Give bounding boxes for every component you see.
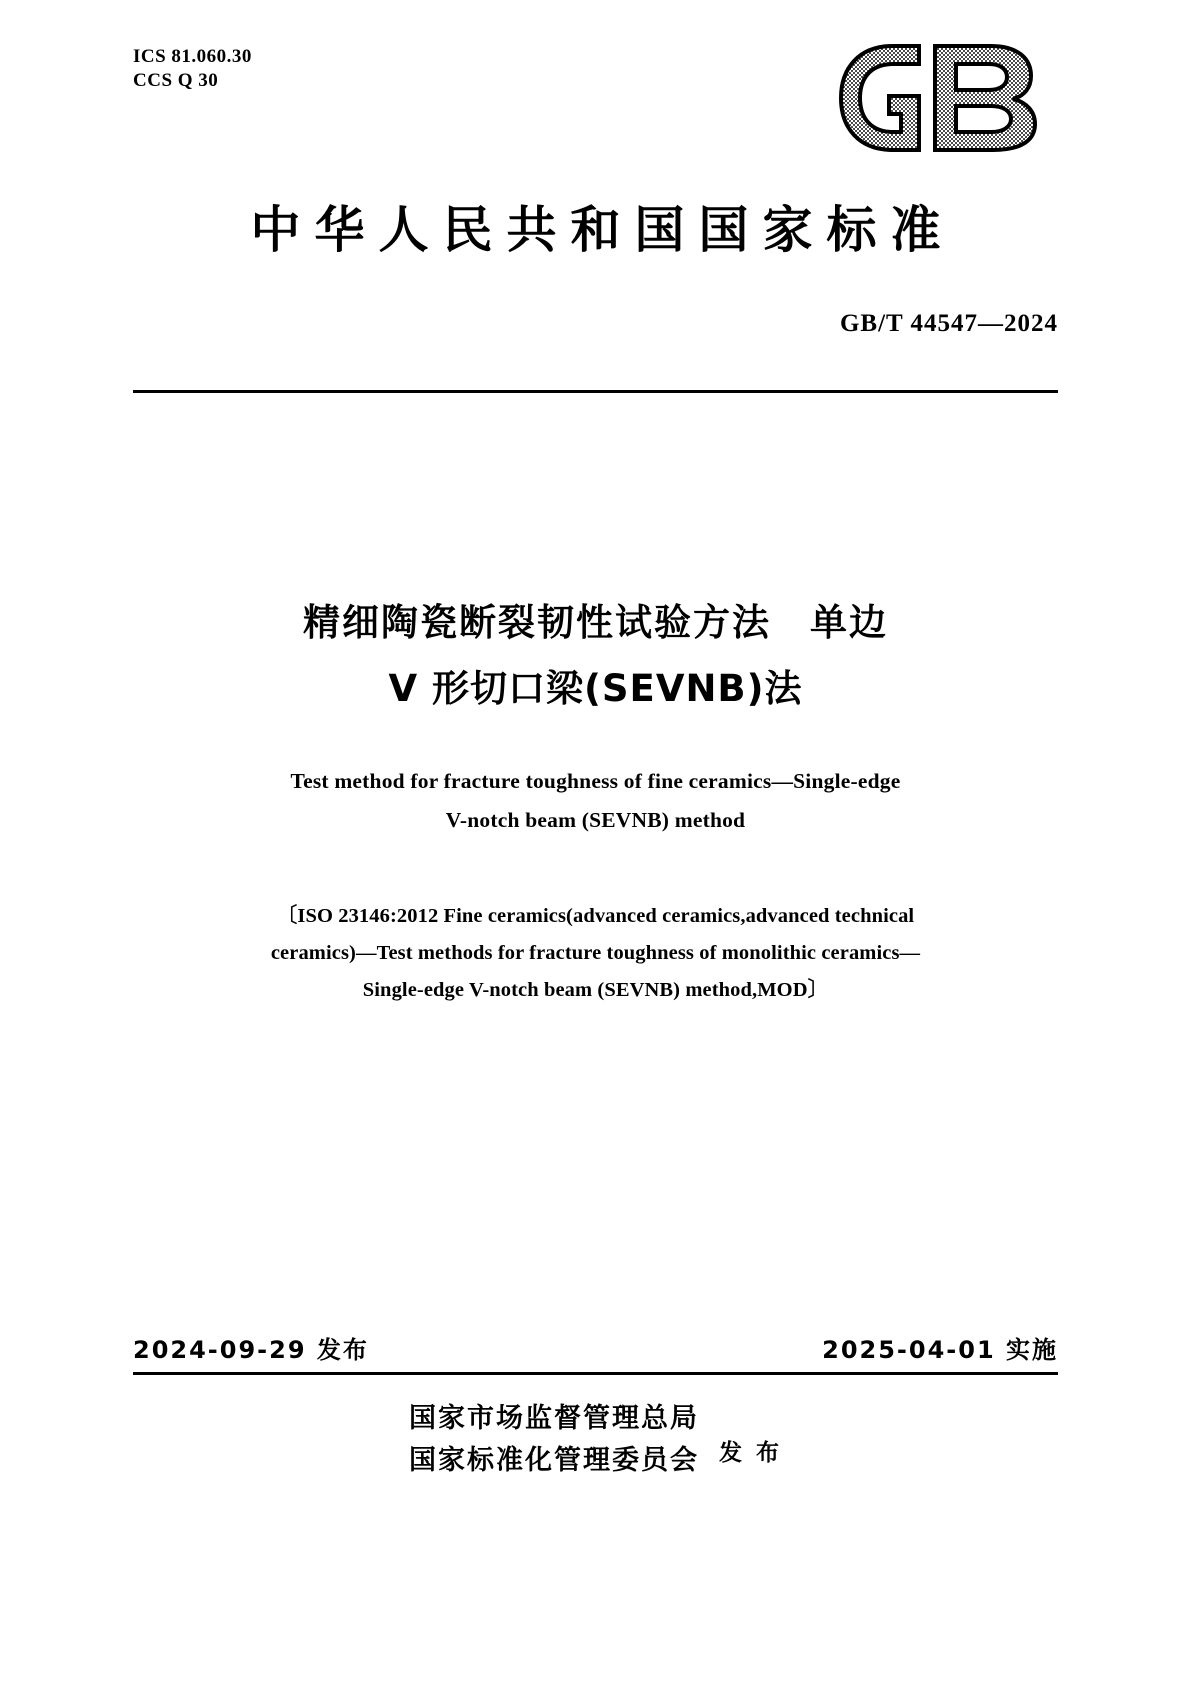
divider-bottom bbox=[133, 1372, 1058, 1375]
issuer-line1: 国家市场监督管理总局 bbox=[408, 1403, 699, 1434]
standard-number: GB/T 44547—2024 bbox=[839, 310, 1058, 337]
title-english-line1: Test method for fracture toughness of fine ceramics—Single-edge bbox=[290, 769, 901, 793]
date-row bbox=[133, 1330, 1058, 1365]
iso-note-line3: Single-edge V-notch beam (SEVNB) method,MOD〕 bbox=[362, 979, 829, 1001]
issuer-block bbox=[0, 1398, 1191, 1482]
issuer-names bbox=[409, 1398, 699, 1482]
gb-logo-icon bbox=[831, 38, 1061, 158]
iso-note-line1: 〔ISO 23146:2012 Fine ceramics(advanced ceramics,advanced technical bbox=[276, 905, 915, 927]
page-title: 中华人民共和国国家标准 bbox=[250, 201, 955, 259]
title-english-line2: V-notch beam (SEVNB) method bbox=[445, 808, 746, 832]
ccs-code: CCS Q 30 bbox=[133, 70, 219, 91]
title-chinese bbox=[100, 590, 1091, 722]
issuer-line2: 国家标准化管理委员会 bbox=[408, 1445, 699, 1476]
title-english bbox=[150, 762, 1041, 840]
publish-label: 发 布 bbox=[718, 1439, 782, 1466]
issue-date: 2024-09-29 发布 bbox=[133, 1336, 369, 1364]
ics-code: ICS 81.060.30 bbox=[133, 46, 252, 67]
title-chinese-line1: 精细陶瓷断裂韧性试验方法 单边 bbox=[303, 601, 888, 644]
ics-classification-block bbox=[133, 45, 252, 93]
title-chinese-line2: V 形切口梁(SEVNB)法 bbox=[388, 667, 803, 710]
iso-correspondence-note bbox=[160, 898, 1031, 1009]
iso-note-line2: ceramics)—Test methods for fracture toughness of monolithic ceramics— bbox=[270, 942, 921, 964]
divider-top bbox=[133, 390, 1058, 393]
effective-date: 2025-04-01 实施 bbox=[822, 1336, 1058, 1364]
